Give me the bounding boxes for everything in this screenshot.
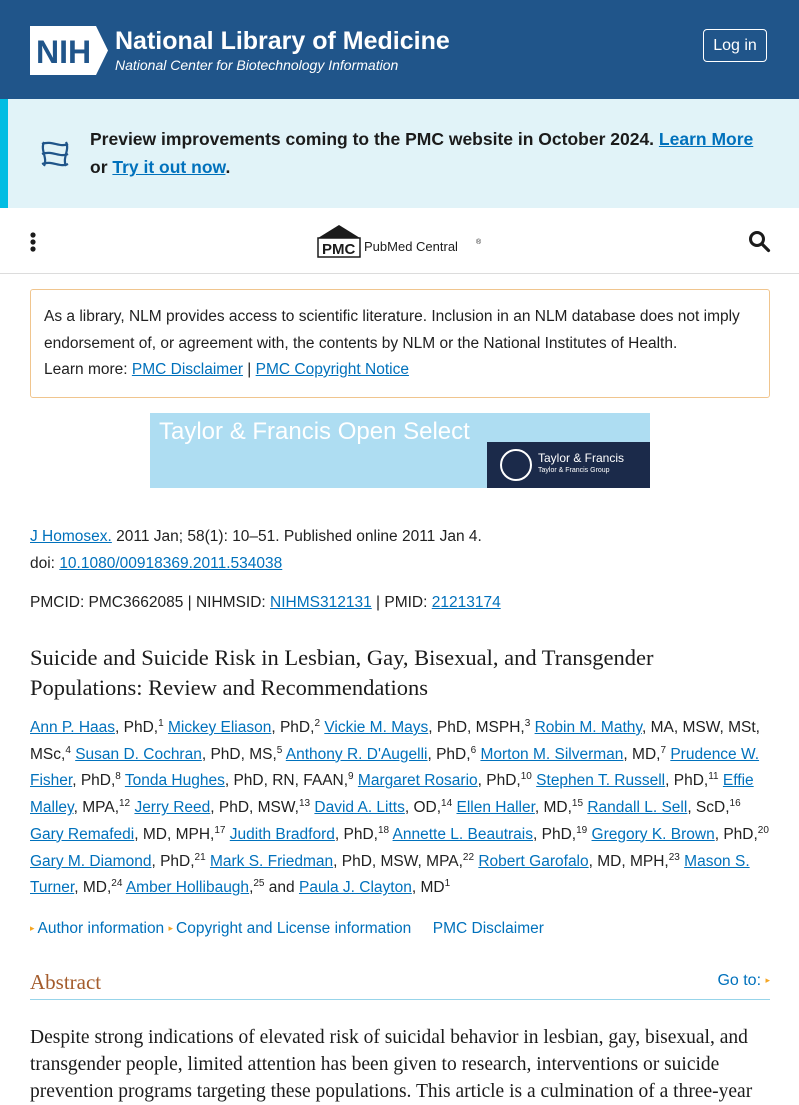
author-affiliation-ref[interactable]: 25 xyxy=(253,878,265,890)
author-degrees: , MD, MPH, xyxy=(134,825,215,843)
pmc-navbar xyxy=(0,208,799,274)
author-link[interactable]: Vickie M. Mays xyxy=(324,719,429,736)
nih-logo-text: NIH xyxy=(36,34,92,70)
author-affiliation-ref[interactable]: 1 xyxy=(444,878,451,890)
author-degrees: , PhD, xyxy=(665,772,709,790)
nlm-title[interactable]: National Library of Medicine xyxy=(115,27,450,55)
author-affiliation-ref[interactable]: 19 xyxy=(576,824,588,836)
author-link[interactable]: Mark S. Friedman xyxy=(209,852,334,870)
author-link[interactable]: Morton M. Silverman xyxy=(480,745,624,763)
pmc-disclaimer-meta-link[interactable]: PMC Disclaimer xyxy=(432,920,544,937)
ad-brand: Taylor & Francis xyxy=(538,451,625,465)
author-link[interactable]: Robin M. Mathy xyxy=(534,719,642,736)
author-degrees: , PhD, xyxy=(151,852,195,870)
author-degrees: , PhD, MS, xyxy=(201,745,277,763)
author-degrees: , PhD, xyxy=(72,772,116,790)
author-degrees: , MD, MPH, xyxy=(588,852,669,870)
author-link[interactable]: Margaret Rosario xyxy=(357,772,478,790)
abstract-header xyxy=(30,968,770,1000)
author-link[interactable]: Mickey Eliason xyxy=(167,719,272,736)
author-degrees: , PhD, xyxy=(477,772,521,790)
preview-banner xyxy=(0,99,799,208)
ad-brand-sub: Taylor & Francis Group xyxy=(538,467,610,474)
nlm-disclaimer-notice xyxy=(30,289,770,398)
pmc-disclaimer-link[interactable]: PMC Disclaimer xyxy=(131,361,243,378)
goto-triangle-icon: ▸ xyxy=(765,975,770,985)
author-link[interactable]: Judith Bradford xyxy=(229,825,335,843)
author-degrees: , xyxy=(249,879,254,897)
author-affiliation-ref[interactable]: 14 xyxy=(441,798,453,810)
author-affiliation-ref[interactable]: 15 xyxy=(571,798,584,810)
author-affiliation-ref[interactable]: 23 xyxy=(668,851,680,863)
author-link[interactable]: Randall L. Sell xyxy=(587,799,688,817)
author-degrees: , MD, xyxy=(623,745,661,763)
dna-icon xyxy=(38,138,72,170)
author-link[interactable]: Jerry Reed xyxy=(134,799,211,817)
author-affiliation-ref[interactable]: 17 xyxy=(214,824,226,836)
author-link[interactable]: Robert Garofalo xyxy=(478,852,589,870)
author-link[interactable]: Annette L. Beautrais xyxy=(392,825,534,843)
author-link[interactable]: Ann P. Haas xyxy=(30,719,116,736)
author-affiliation-ref[interactable]: 16 xyxy=(729,798,741,810)
author-link[interactable]: Stephen T. Russell xyxy=(536,772,666,790)
pmcid-text: PMCID: PMC3662085 | NIHMSID: xyxy=(30,594,271,611)
author-degrees: , PhD, xyxy=(334,825,378,843)
author-link[interactable]: Mason S. Turner xyxy=(30,852,750,897)
author-affiliation-ref[interactable]: 2 xyxy=(314,718,320,729)
author-link[interactable]: Gary Remafedi xyxy=(30,825,135,843)
author-degrees: , PhD, MSW, xyxy=(210,799,299,817)
notice-learn-more: Learn more: xyxy=(44,361,128,378)
author-degrees: , MD, xyxy=(534,799,572,817)
author-link[interactable]: Tonda Hughes xyxy=(124,772,225,790)
author-affiliation-ref[interactable]: 24 xyxy=(111,878,123,890)
article-meta-links xyxy=(30,916,770,941)
author-affiliation-ref[interactable]: 1 xyxy=(158,718,164,729)
author-link[interactable]: Susan D. Cochran xyxy=(75,745,202,763)
author-link[interactable]: Ellen Haller xyxy=(456,799,535,817)
author-degrees: , MA, MSW, MSt, MSc, xyxy=(30,719,760,763)
nlm-header xyxy=(0,0,799,99)
ncbi-subtitle[interactable]: National Center for Biotechnology Information xyxy=(115,57,399,73)
doi-link[interactable]: 10.1080/00918369.2011.534038 xyxy=(59,555,283,572)
learn-more-link[interactable]: Learn More xyxy=(658,129,754,149)
author-link[interactable]: David A. Litts xyxy=(314,799,405,817)
author-affiliation-ref[interactable]: 18 xyxy=(377,824,390,836)
login-button[interactable]: Log in xyxy=(703,29,767,62)
author-information-toggle[interactable]: Author information xyxy=(37,920,165,937)
author-list xyxy=(30,715,775,902)
author-link[interactable]: Anthony R. D'Augelli xyxy=(285,745,428,763)
search-icon[interactable] xyxy=(748,230,770,252)
ad-title: Taylor & Francis Open Select xyxy=(159,418,470,445)
author-degrees: , PhD, MSPH, xyxy=(428,719,525,736)
author-affiliation-ref[interactable]: 13 xyxy=(298,798,311,810)
ad-brand-logo-icon xyxy=(500,449,532,481)
author-affiliation-ref[interactable]: 3 xyxy=(524,718,531,729)
pmc-logo-reg: ® xyxy=(476,239,482,246)
author-degrees: , OD, xyxy=(404,799,442,817)
pmc-logo-name: PubMed Central xyxy=(364,239,458,254)
author-degrees: , PhD, xyxy=(533,825,577,843)
author-degrees: , PhD, xyxy=(115,719,159,736)
taylor-francis-ad[interactable] xyxy=(150,413,650,488)
banner-period: . xyxy=(225,157,231,177)
journal-link[interactable]: J Homosex. xyxy=(30,528,112,545)
citation xyxy=(30,523,770,577)
author-degrees: , MD, xyxy=(74,879,112,897)
goto-menu[interactable] xyxy=(717,972,770,990)
author-affiliation-ref[interactable]: 21 xyxy=(194,851,206,863)
author-degrees: , PhD, xyxy=(271,719,315,736)
article-ids xyxy=(30,590,770,615)
author-link[interactable]: Paula J. Clayton xyxy=(298,879,412,897)
article-title: Suicide and Suicide Risk in Lesbian, Gay, Bisexual, and Transgender Populations: Review and Recommendations xyxy=(30,645,654,700)
abstract-text: Despite strong indications of elevated risk of suicidal behavior in lesbian, gay, bisexual, and transgender people, limited attention has been given to research, interventions or suicide prevention programs targeting these populations. This article is a culmination of a three-year xyxy=(30,1027,753,1102)
author-degrees: , PhD, xyxy=(427,745,471,763)
author-affiliation-ref[interactable]: 4 xyxy=(65,744,71,756)
ad-brand-box xyxy=(487,442,650,488)
author-affiliation-ref[interactable]: 8 xyxy=(115,771,121,783)
author-degrees: , ScD, xyxy=(687,799,730,817)
pmid-label: | PMID: xyxy=(371,594,432,611)
goto-label[interactable]: Go to: xyxy=(717,972,762,989)
author-degrees: , PhD, MSW, MPA, xyxy=(333,852,463,870)
nih-logo-icon[interactable] xyxy=(30,26,108,75)
notice-separator: | xyxy=(247,361,252,378)
author-affiliation-ref[interactable]: 12 xyxy=(119,798,131,810)
banner-message xyxy=(90,125,770,181)
author-and: and xyxy=(264,879,299,897)
author-link[interactable]: Gregory K. Brown xyxy=(591,825,715,843)
citation-details: 2011 Jan; 58(1): 10–51. Published online 2011 Jan 4. xyxy=(111,528,482,545)
author-degrees: , PhD, xyxy=(714,825,758,843)
pmc-logo-acronym: PMC xyxy=(322,241,356,258)
author-link[interactable]: Gary M. Diamond xyxy=(30,852,152,870)
author-affiliation-ref[interactable]: 7 xyxy=(660,744,667,756)
author-affiliation-ref[interactable]: 10 xyxy=(520,771,532,783)
pmid-link[interactable]: 21213174 xyxy=(431,594,501,611)
doi-label: doi: xyxy=(30,555,60,572)
author-affiliation-ref[interactable]: 22 xyxy=(462,851,475,863)
notice-text: As a library, NLM provides access to scientific literature. Inclusion in an NLM database does not imply endorsement of, or agreement with, the contents by NLM or the National Institutes of Health. xyxy=(44,308,740,352)
banner-or: or xyxy=(90,157,108,177)
author-link[interactable]: Prudence W. Fisher xyxy=(30,745,760,790)
nihmsid-link[interactable]: NIHMS312131 xyxy=(270,594,372,611)
try-it-out-link[interactable]: Try it out now xyxy=(112,157,226,177)
author-affiliation-ref[interactable]: 5 xyxy=(276,744,283,756)
expand-triangle-icon: ▸ xyxy=(168,923,174,933)
copyright-license-toggle[interactable]: Copyright and License information xyxy=(176,920,412,937)
expand-triangle-icon: ▸ xyxy=(30,923,35,933)
author-affiliation-ref[interactable]: 6 xyxy=(470,744,477,756)
menu-kebab-icon[interactable] xyxy=(30,232,36,252)
author-degrees: , PhD, RN, FAAN, xyxy=(224,772,349,790)
banner-text: Preview improvements coming to the PMC website in October 2024. xyxy=(90,129,655,149)
author-affiliation-ref[interactable]: 11 xyxy=(708,771,719,783)
author-link[interactable]: Amber Hollibaugh xyxy=(125,879,250,897)
author-affiliation-ref[interactable]: 9 xyxy=(348,771,354,783)
author-affiliation-ref[interactable]: 20 xyxy=(757,824,769,836)
pmc-logo[interactable] xyxy=(317,224,487,258)
abstract-heading: Abstract xyxy=(30,970,102,994)
author-degrees: , MPA, xyxy=(73,799,119,817)
author-degrees: , MD xyxy=(411,879,445,897)
author-link[interactable]: Effie Malley xyxy=(30,772,754,817)
pmc-copyright-link[interactable]: PMC Copyright Notice xyxy=(255,361,409,378)
